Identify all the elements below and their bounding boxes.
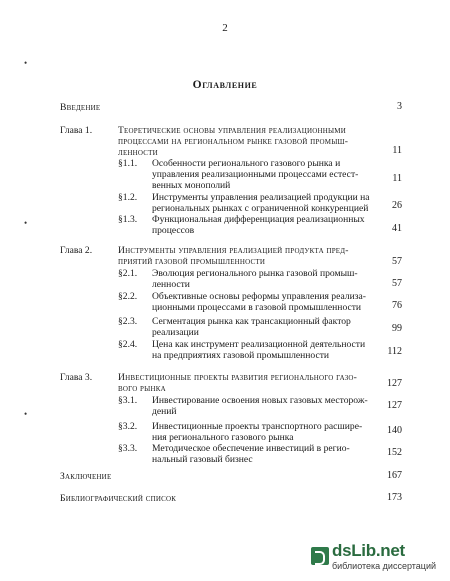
toc-conclusion-page: 167 <box>387 470 402 481</box>
chapter-2-page: 57 <box>392 256 402 267</box>
section-2-4-page: 112 <box>387 346 402 357</box>
section-1-3-line: Функциональная дифференциация реализационных <box>152 214 365 225</box>
section-2-2-line: ционными процессами в газовой промышленности <box>152 302 362 313</box>
watermark-logo <box>311 541 436 571</box>
toc-intro-page: 3 <box>397 101 402 112</box>
section-1-2-line: Инструменты управления реализацией продукции на <box>152 192 370 203</box>
scan-mark: • <box>24 58 28 68</box>
page-number: 2 <box>222 22 228 34</box>
toc-intro-label: Введение <box>60 102 101 113</box>
section-3-2-num: §3.2. <box>118 421 138 432</box>
section-1-1-page: 11 <box>392 173 402 184</box>
section-1-2-line: региональных рынках с ограниченной конкуренцией <box>152 203 369 214</box>
section-2-1-line: ленности <box>152 279 190 290</box>
section-1-3-line: процессов <box>152 225 195 236</box>
section-2-3-page: 99 <box>392 323 402 334</box>
chapter-1-label: Глава 1. <box>60 125 93 136</box>
chapter-3-label: Глава 3. <box>60 372 93 383</box>
section-3-1-num: §3.1. <box>118 395 138 406</box>
section-2-1-num: §2.1. <box>118 268 138 279</box>
toc-bibliography-page: 173 <box>387 492 402 503</box>
section-1-1-line: Особенности регионального газового рынка и <box>152 158 341 169</box>
dslib-logo-icon <box>311 547 329 565</box>
chapter-1-title-line: процессами на региональном рынке газовой промыш- <box>118 136 349 147</box>
section-3-3-line: Методическое обеспечение инвестиций в регио- <box>152 443 350 454</box>
toc-conclusion-label: Заключение <box>60 471 112 482</box>
section-3-3-line: нальный газовый бизнес <box>152 454 253 465</box>
section-2-2-num: §2.2. <box>118 291 138 302</box>
chapter-2-title-line: приятий газовой промышленности <box>118 256 266 267</box>
watermark-brand: dsLib.net <box>331 541 405 560</box>
section-3-2-line: ния регионального газового рынка <box>152 432 294 443</box>
section-3-1-line: Инвестирование освоения новых газовых месторож- <box>152 395 368 406</box>
chapter-2-label: Глава 2. <box>60 245 93 256</box>
section-3-3-num: §3.3. <box>118 443 138 454</box>
section-3-2-line: Инвестиционные проекты транспортного расшире- <box>152 421 363 432</box>
section-2-3-line: реализации <box>152 327 199 338</box>
scan-mark: • <box>24 409 28 419</box>
section-2-3-num: §2.3. <box>118 316 138 327</box>
chapter-3-title-line: Инвестиционные проекты развития регионального газо- <box>118 372 358 383</box>
chapter-1-title-line: ленности <box>118 147 158 158</box>
section-3-1-line: дений <box>152 406 177 417</box>
chapter-3-title-line: вого рынка <box>118 383 166 394</box>
chapter-2-title-line: Инструменты управления реализацией продукта пред- <box>118 245 349 256</box>
section-3-3-page: 152 <box>387 447 402 458</box>
section-2-2-page: 76 <box>392 300 402 311</box>
section-1-3-page: 41 <box>392 223 402 234</box>
section-1-3-num: §1.3. <box>118 214 138 225</box>
section-3-2-page: 140 <box>387 425 402 436</box>
toc-bibliography-label: Библиографический список <box>60 493 177 504</box>
chapter-3-page: 127 <box>387 378 402 389</box>
section-2-1-page: 57 <box>392 278 402 289</box>
scan-mark: • <box>24 218 28 228</box>
section-1-1-line: управления реализационными процессами естест- <box>152 169 359 180</box>
section-1-1-num: §1.1. <box>118 158 138 169</box>
section-2-4-line: на предприятиях газовой промышленности <box>152 350 330 361</box>
section-1-2-page: 26 <box>392 200 402 211</box>
section-2-3-line: Сегментация рынка как трансакционный фактор <box>152 316 351 327</box>
section-3-1-page: 127 <box>387 400 402 411</box>
section-2-4-line: Цена как инструмент реализационной деятельности <box>152 339 366 350</box>
toc-title: Оглавление <box>192 79 258 91</box>
section-2-4-num: §2.4. <box>118 339 138 350</box>
chapter-1-page: 11 <box>392 145 402 156</box>
section-2-1-line: Эволюция регионального рынка газовой промыш- <box>152 268 358 279</box>
chapter-1-title-line: Теоретические основы управления реализационными <box>118 125 346 136</box>
section-1-2-num: §1.2. <box>118 192 138 203</box>
section-2-2-line: Объективные основы реформы управления реализа- <box>152 291 366 302</box>
watermark-subtitle: библиотека диссертаций <box>331 561 436 571</box>
section-1-1-line: венных монополий <box>152 180 231 191</box>
